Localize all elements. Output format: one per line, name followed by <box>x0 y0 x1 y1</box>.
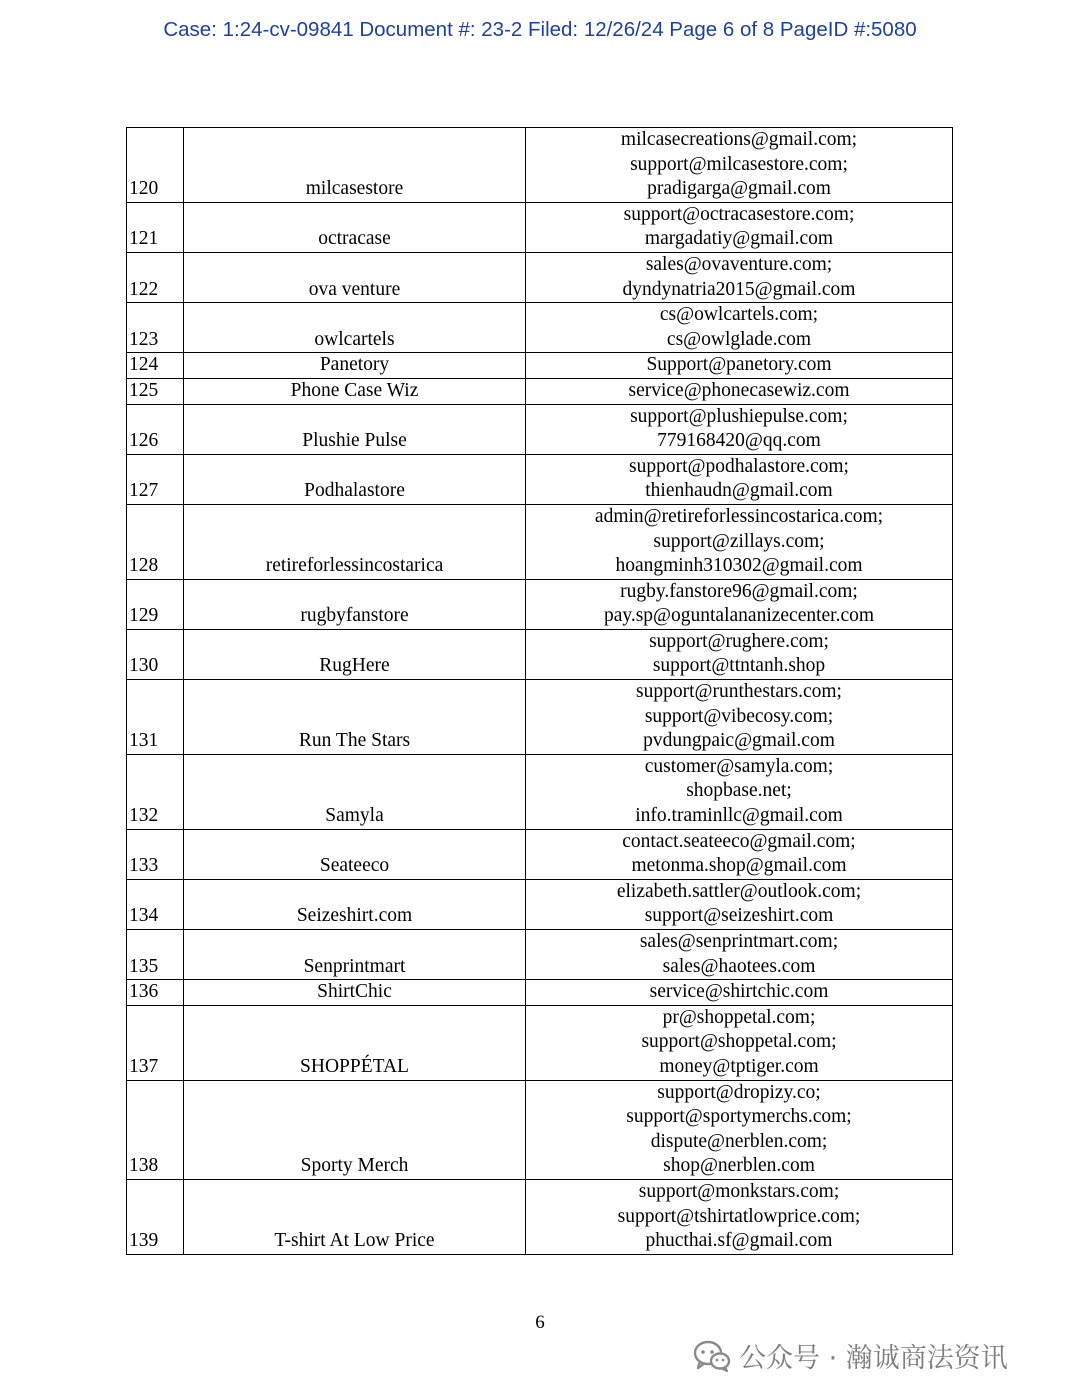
email-address: support@podhalastore.com; <box>629 455 849 477</box>
watermark-text: 公众号 · 瀚诚商法资讯 <box>739 1343 1008 1374</box>
row-number: 130 <box>127 629 184 679</box>
table-row <box>127 930 953 980</box>
store-name: milcasestore <box>184 128 526 203</box>
table-row <box>127 1080 953 1179</box>
store-name: T-shirt At Low Price <box>184 1179 526 1254</box>
table-row <box>127 353 953 379</box>
email-address: info.traminllc@gmail.com <box>635 805 843 827</box>
email-list <box>526 980 953 1006</box>
row-number: 129 <box>127 579 184 629</box>
store-name: Sporty Merch <box>184 1080 526 1179</box>
email-address: support@monkstars.com; <box>638 1180 840 1202</box>
table-row <box>127 504 953 579</box>
email-list <box>526 579 953 629</box>
table-row <box>127 202 953 252</box>
email-address: milcasecreations@gmail.com; <box>620 129 858 150</box>
email-address: 779168420@qq.com <box>657 430 821 452</box>
email-address: pradigarga@gmail.com <box>647 178 831 200</box>
email-address: shopbase.net; <box>686 780 792 802</box>
store-name: Panetory <box>184 353 526 379</box>
table-row <box>127 454 953 504</box>
email-address: contact.seateeco@gmail.com; <box>622 830 856 852</box>
email-list <box>526 252 953 302</box>
email-list <box>526 879 953 929</box>
table-row <box>127 252 953 302</box>
row-number: 126 <box>127 404 184 454</box>
store-name: SHOPPÉTAL <box>184 1005 526 1080</box>
email-address: hoangminh310302@gmail.com <box>615 555 863 577</box>
email-address: sales@haotees.com <box>662 955 816 977</box>
table-body <box>127 128 953 1255</box>
table-row <box>127 579 953 629</box>
email-list <box>526 504 953 579</box>
email-list <box>526 629 953 679</box>
email-list <box>526 303 953 353</box>
email-address: support@octracasestore.com; <box>623 203 855 225</box>
email-address: metonma.shop@gmail.com <box>631 855 847 877</box>
store-name: rugbyfanstore <box>184 579 526 629</box>
email-address: support@vibecosy.com; <box>644 705 834 727</box>
table-row <box>127 303 953 353</box>
row-number: 128 <box>127 504 184 579</box>
email-list <box>526 930 953 980</box>
row-number: 121 <box>127 202 184 252</box>
email-address: support@plushiepulse.com; <box>630 405 848 427</box>
email-list <box>526 1179 953 1254</box>
email-address: sales@ovaventure.com; <box>645 253 833 275</box>
table-row <box>127 1005 953 1080</box>
row-number: 127 <box>127 454 184 504</box>
row-number: 125 <box>127 378 184 404</box>
table-row <box>127 879 953 929</box>
email-address: Support@panetory.com <box>646 354 832 376</box>
store-name: Seateeco <box>184 829 526 879</box>
defendant-table <box>126 127 953 1255</box>
table-row <box>127 1179 953 1254</box>
row-number: 123 <box>127 303 184 353</box>
email-list <box>526 754 953 829</box>
email-address: pay.sp@oguntalananizecenter.com <box>603 605 875 627</box>
row-number: 122 <box>127 252 184 302</box>
watermark <box>693 1336 1008 1375</box>
email-address: service@shirtchic.com <box>649 981 829 1003</box>
email-address: cs@owlglade.com <box>666 328 812 350</box>
store-name: Podhalastore <box>184 454 526 504</box>
table-row <box>127 754 953 829</box>
email-address: elizabeth.sattler@outlook.com; <box>616 880 862 902</box>
email-address: support@runthestars.com; <box>636 681 842 703</box>
email-address: dyndynatria2015@gmail.com <box>622 278 856 300</box>
email-list <box>526 378 953 404</box>
store-name: ova venture <box>184 252 526 302</box>
email-address: service@phonecasewiz.com <box>628 379 850 401</box>
email-list <box>526 829 953 879</box>
row-number: 134 <box>127 879 184 929</box>
email-list <box>526 454 953 504</box>
email-list <box>526 128 953 203</box>
store-name: Run The Stars <box>184 680 526 755</box>
store-name: Plushie Pulse <box>184 404 526 454</box>
email-address: pvdungpaic@gmail.com <box>643 730 835 752</box>
row-number: 136 <box>127 980 184 1006</box>
email-address: support@dropizy.co; <box>657 1081 821 1103</box>
store-name: owlcartels <box>184 303 526 353</box>
row-number: 138 <box>127 1080 184 1179</box>
email-address: support@shoppetal.com; <box>641 1031 837 1053</box>
email-list <box>526 680 953 755</box>
table-row <box>127 378 953 404</box>
store-name: ShirtChic <box>184 980 526 1006</box>
row-number: 139 <box>127 1179 184 1254</box>
email-address: money@tptiger.com <box>659 1055 819 1077</box>
email-list <box>526 1080 953 1179</box>
row-number: 124 <box>127 353 184 379</box>
table-row <box>127 980 953 1006</box>
email-address: admin@retireforlessincostarica.com; <box>594 505 884 527</box>
email-address: cs@owlcartels.com; <box>659 304 819 326</box>
email-list <box>526 404 953 454</box>
store-name: Phone Case Wiz <box>184 378 526 404</box>
email-address: customer@samyla.com; <box>644 755 834 777</box>
row-number: 137 <box>127 1005 184 1080</box>
email-address: shop@nerblen.com <box>663 1155 815 1177</box>
email-address: support@sportymerchs.com; <box>626 1106 852 1128</box>
email-address: sales@senprintmart.com; <box>639 931 839 952</box>
email-address: pr@shoppetal.com; <box>662 1006 816 1028</box>
store-name: octracase <box>184 202 526 252</box>
email-address: thienhaudn@gmail.com <box>645 480 833 502</box>
row-number: 133 <box>127 829 184 879</box>
email-list <box>526 1005 953 1080</box>
table-row <box>127 680 953 755</box>
email-list <box>526 353 953 379</box>
store-name: Seizeshirt.com <box>184 879 526 929</box>
table-row <box>127 629 953 679</box>
case-header: Case: 1:24-cv-09841 Document #: 23-2 Filed: 12/26/24 Page 6 of 8 PageID #:5080 <box>163 18 917 41</box>
email-address: rugby.fanstore96@gmail.com; <box>620 580 858 602</box>
email-address: support@milcasestore.com; <box>630 153 848 175</box>
email-address: support@ttntanh.shop <box>652 655 826 677</box>
row-number: 131 <box>127 680 184 755</box>
store-name: RugHere <box>184 629 526 679</box>
table-row <box>127 404 953 454</box>
store-name: Samyla <box>184 754 526 829</box>
store-name: retireforlessincostarica <box>184 504 526 579</box>
row-number: 132 <box>127 754 184 829</box>
email-address: support@zillays.com; <box>653 530 825 552</box>
email-address: support@seizeshirt.com <box>644 905 834 927</box>
email-address: support@rughere.com; <box>649 630 829 652</box>
row-number: 120 <box>127 128 184 203</box>
email-address: phucthai.sf@gmail.com <box>645 1230 833 1252</box>
email-list <box>526 202 953 252</box>
store-name: Senprintmart <box>184 930 526 980</box>
email-address: margadatiy@gmail.com <box>644 228 834 250</box>
page-number: 6 <box>535 1312 545 1333</box>
table-row <box>127 128 953 203</box>
email-address: support@tshirtatlowprice.com; <box>617 1205 861 1227</box>
row-number: 135 <box>127 930 184 980</box>
email-address: dispute@nerblen.com; <box>650 1130 828 1152</box>
table-row <box>127 829 953 879</box>
wechat-icon <box>693 1339 731 1373</box>
